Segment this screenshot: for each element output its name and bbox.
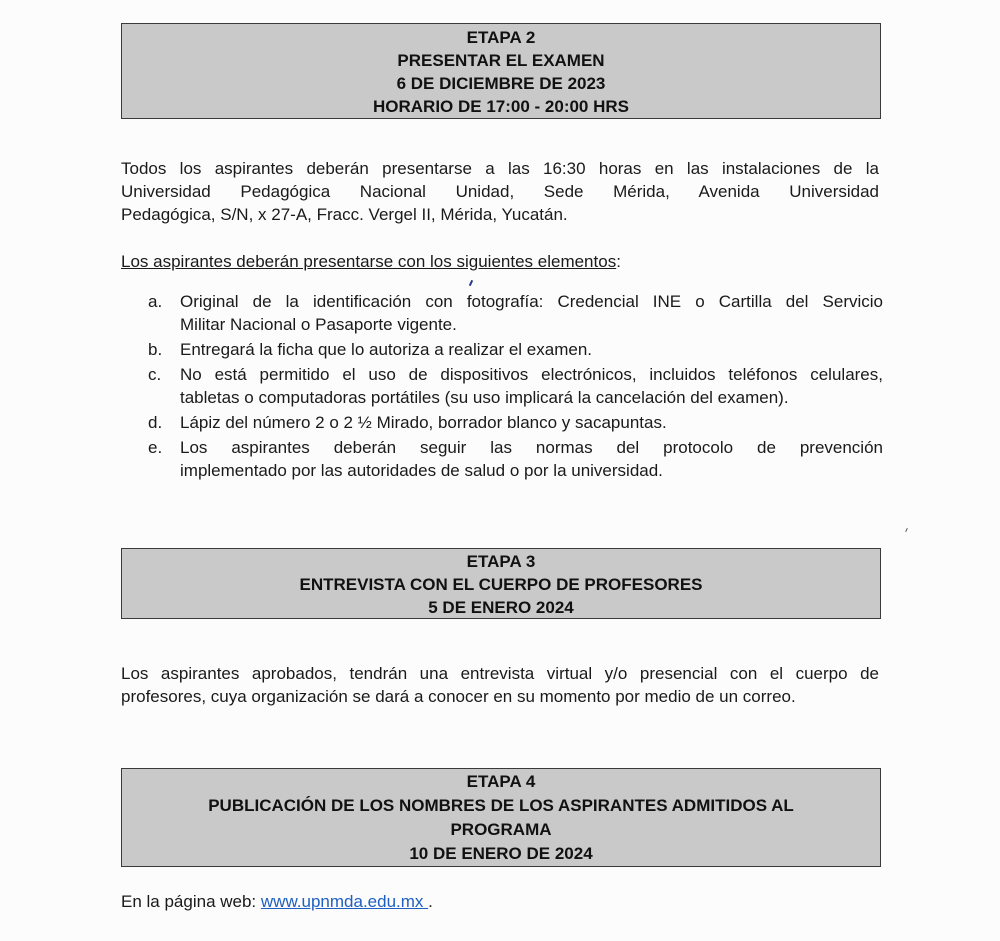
requirement-line: Original de la identificación con fotografía: Credencial INE o Cartilla del Servicio: [180, 292, 883, 311]
intro-line: Universidad Pedagógica Nacional Unidad, Sede Mérida, Avenida Universidad: [121, 182, 879, 201]
website-label: En la página web:: [121, 892, 261, 911]
requirement-line: Los aspirantes deberán seguir las normas del protocolo de prevención: [180, 438, 883, 457]
requirement-item-c: [148, 363, 883, 409]
requirements-heading-text: Los aspirantes deberán presentarse con los siguientes elementos: [121, 252, 617, 271]
intro-line: Todos los aspirantes deberán presentarse a las 16:30 horas en las instalaciones de la: [121, 159, 879, 178]
website-line: [121, 890, 433, 913]
stage-2-date: 6 DE DICIEMBRE DE 2023: [396, 74, 606, 93]
stage-4-title: ETAPA 4: [466, 772, 536, 791]
intro-line: Pedagógica, S/N, x 27-A, Fracc. Vergel II, Mérida, Yucatán.: [121, 205, 568, 224]
stage-4-box: [121, 768, 881, 867]
interview-line: profesores, cuya organización se dará a conocer en su momento por medio de un correo.: [121, 687, 796, 706]
stage-2-schedule: HORARIO DE 17:00 - 20:00 HRS: [372, 97, 630, 116]
requirement-item-a: [148, 290, 883, 336]
requirement-line: implementado por las autoridades de salud o por la universidad.: [180, 461, 663, 480]
list-marker: a.: [148, 292, 163, 311]
list-marker: e.: [148, 438, 163, 457]
requirement-line: Lápiz del número 2 o 2 ½ Mirado, borrador blanco y sacapuntas.: [180, 413, 667, 432]
stage-3-box: [121, 548, 881, 619]
stage-4-subtitle: PUBLICACIÓN DE LOS NOMBRES DE LOS ASPIRANTES ADMITIDOS AL: [208, 796, 794, 815]
ink-speck: [905, 528, 908, 532]
requirements-heading: [121, 250, 879, 273]
list-marker: b.: [148, 340, 163, 359]
interview-paragraph: [121, 662, 879, 708]
website-link[interactable]: www.upnmda.edu.mx: [260, 892, 429, 911]
stage-3-date: 5 DE ENERO 2024: [428, 598, 574, 617]
stage-2-title: ETAPA 2: [466, 28, 536, 47]
stage-3-title: ETAPA 3: [466, 552, 536, 571]
stage-4-subtitle-cont: PROGRAMA: [450, 820, 552, 839]
requirement-line: Militar Nacional o Pasaporte vigente.: [180, 315, 457, 334]
requirements-heading-colon: :: [616, 252, 621, 271]
requirement-item-b: [148, 338, 883, 361]
stage-4-date: 10 DE ENERO DE 2024: [409, 844, 593, 863]
requirement-item-d: [148, 411, 883, 434]
stage-2-box: [121, 23, 881, 119]
ink-speck: [469, 280, 473, 286]
requirement-line: tabletas o computadoras portátiles (su uso implicará la cancelación del examen).: [180, 388, 789, 407]
requirement-line: No está permitido el uso de dispositivos electrónicos, incluidos teléfonos celulares,: [180, 365, 883, 384]
requirement-item-e: [148, 436, 883, 482]
interview-line: Los aspirantes aprobados, tendrán una entrevista virtual y/o presencial con el cuerpo de: [121, 664, 879, 683]
requirement-line: Entregará la ficha que lo autoriza a realizar el examen.: [180, 340, 593, 359]
intro-paragraph: [121, 157, 879, 226]
stage-3-subtitle: ENTREVISTA CON EL CUERPO DE PROFESORES: [299, 575, 703, 594]
requirements-list: [148, 290, 883, 484]
website-suffix: .: [428, 892, 433, 911]
list-marker: d.: [148, 413, 163, 432]
stage-2-subtitle: PRESENTAR EL EXAMEN: [397, 51, 605, 70]
list-marker: c.: [148, 365, 162, 384]
